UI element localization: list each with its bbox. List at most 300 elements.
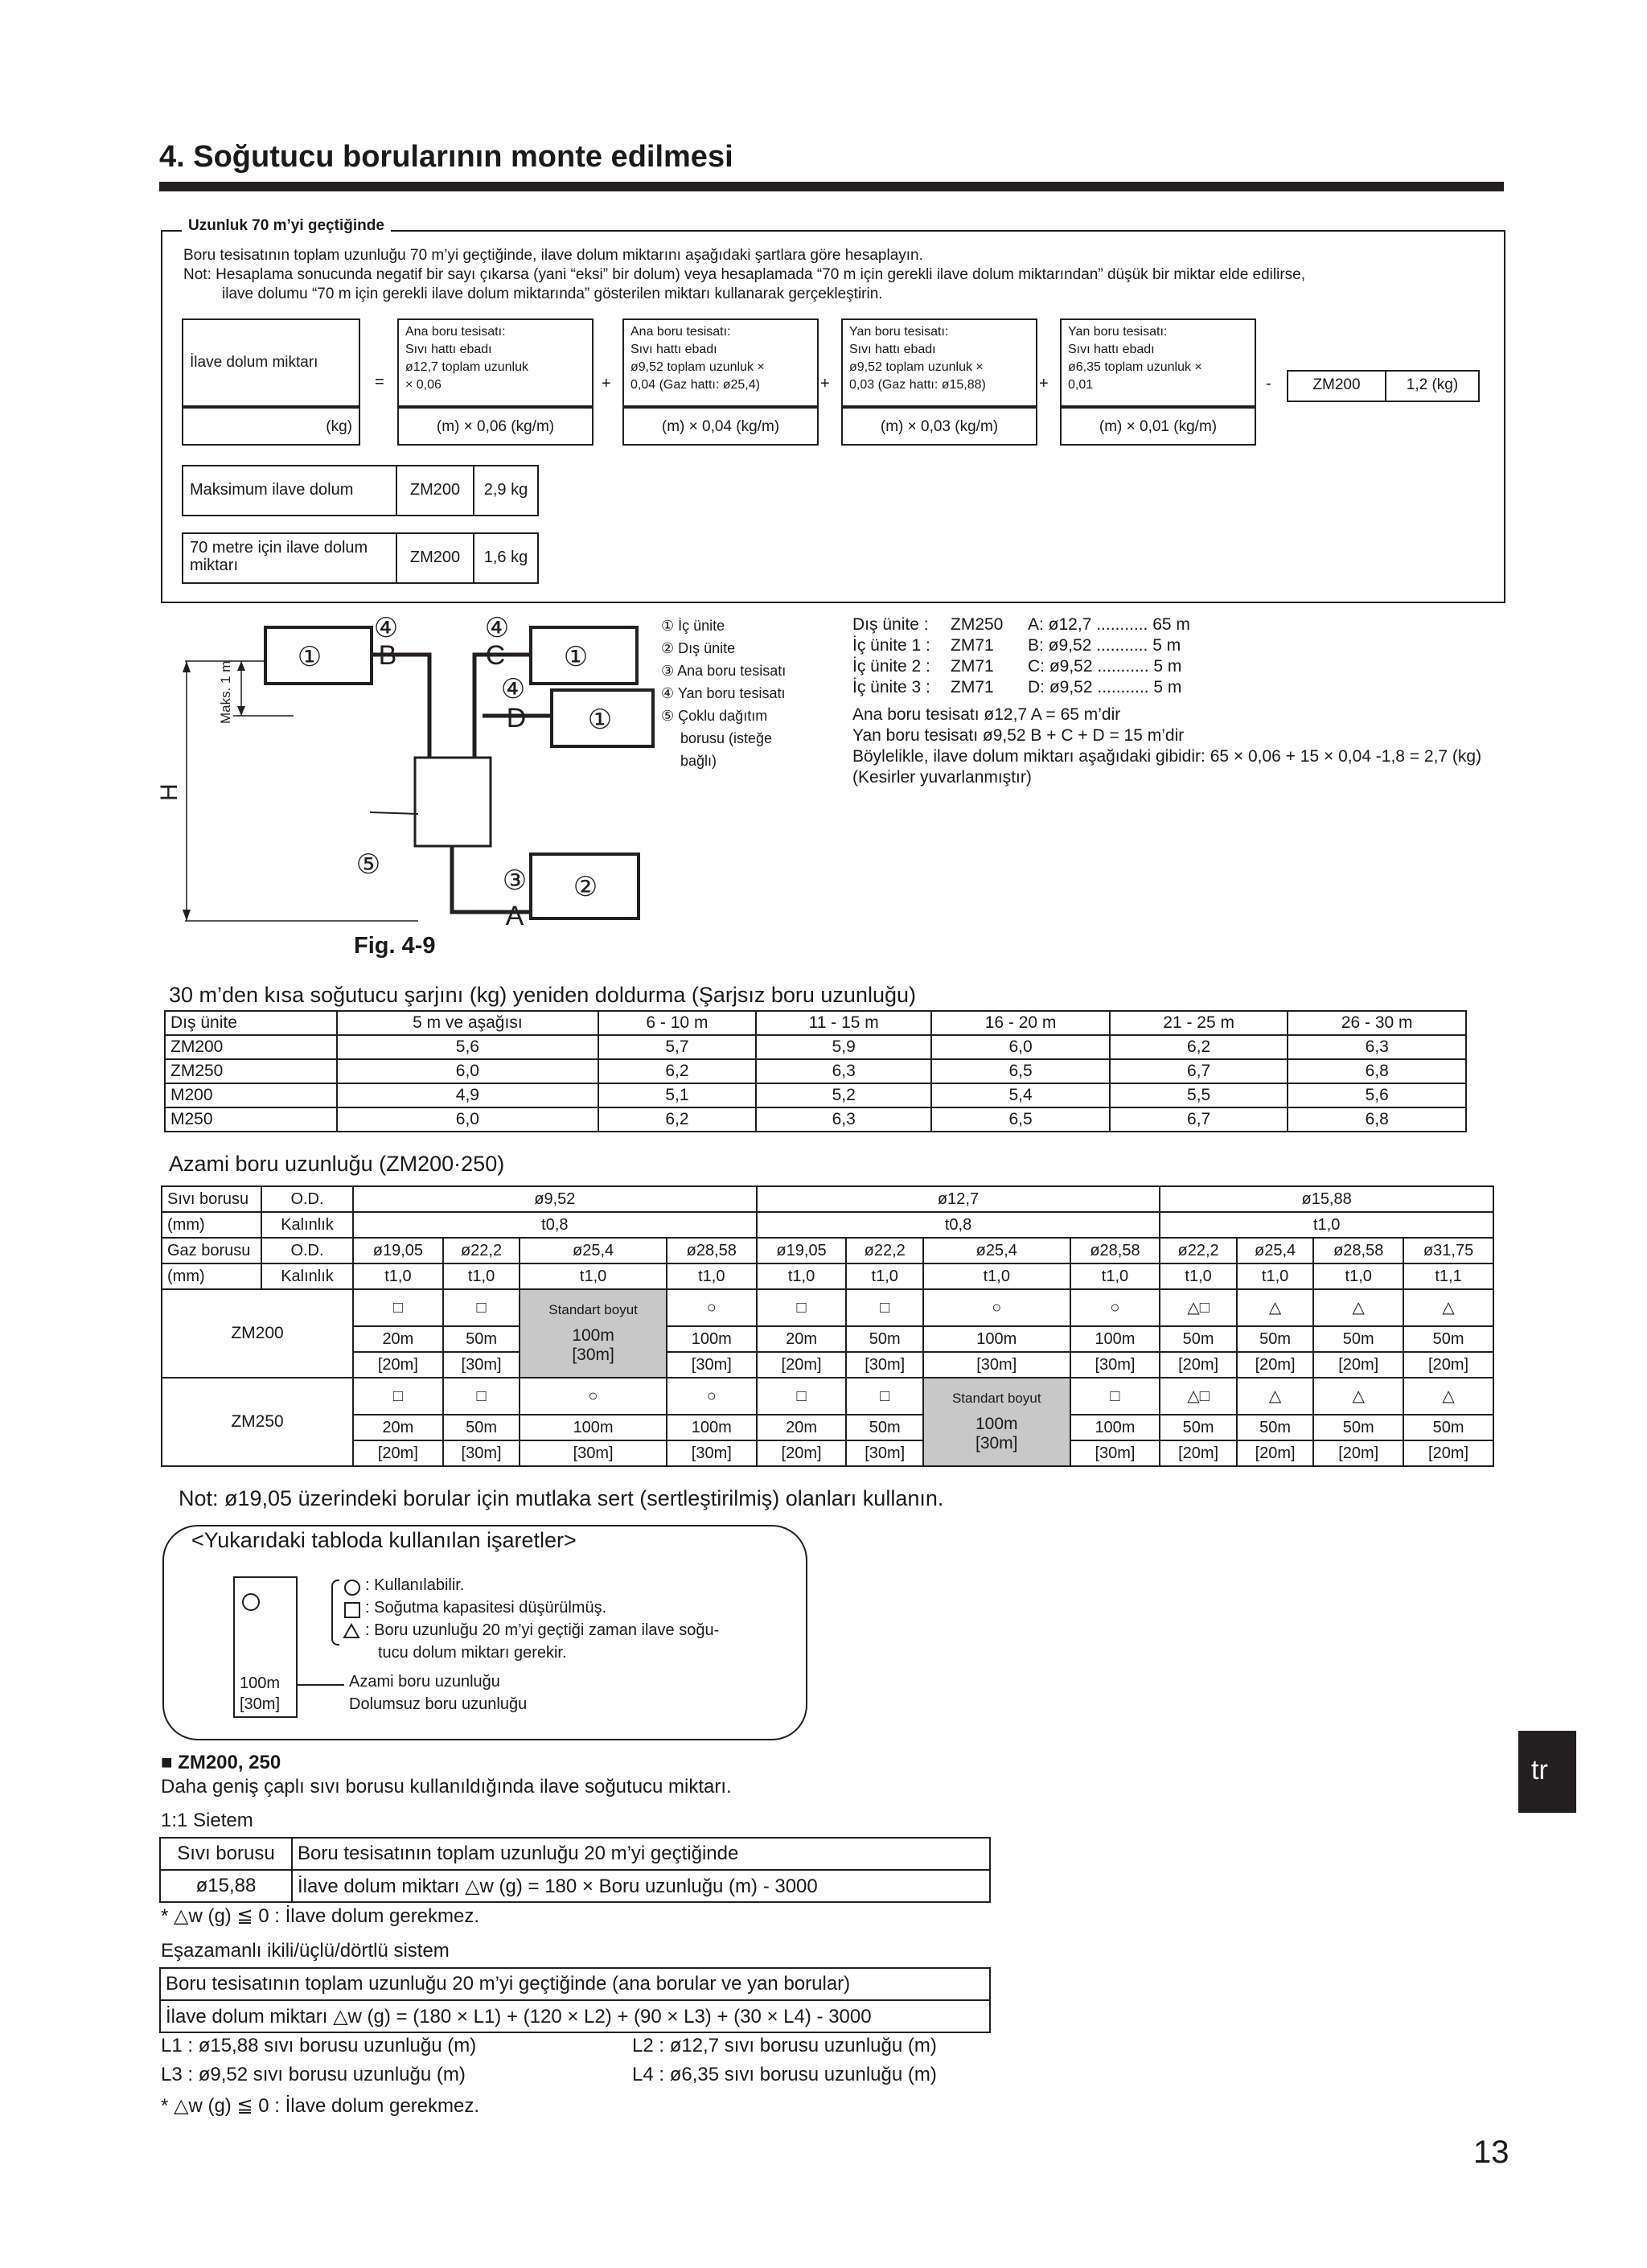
max-model-cell [396, 465, 474, 516]
t2-zm200-std-cell [520, 1289, 667, 1378]
t1-r2-5: 5,5 [1110, 1083, 1288, 1107]
example-l3: Böylelikle, ilave dolum miktarı aşağıdaki gibidir: 65 × 0,06 + 15 × 0,04 -1,8 = 2,7 (kg) [852, 747, 1482, 766]
t2-gas-t-9: t1,0 [1237, 1263, 1314, 1289]
t2-gas-t-0: t1,0 [353, 1263, 443, 1289]
t2-gas-od-2: ø25,4 [520, 1238, 667, 1263]
t1-r1-2: 6,2 [598, 1059, 756, 1083]
formula-c3-l1: Yan boru tesisatı: [849, 325, 949, 339]
t2-zm200-std: Standart boyut [548, 1302, 638, 1317]
formula-c4-unit-cell [1060, 407, 1256, 446]
t2-gas-od-7: ø28,58 [1070, 1238, 1160, 1263]
fig-legend-1: ① İç ünite [661, 618, 725, 634]
formula-c2-l1: Ana boru tesisatı: [630, 325, 731, 339]
figure-caption: Fig. 4-9 [354, 933, 436, 959]
fig-label-D: D [506, 703, 527, 733]
section-70m-line1: Boru tesisatının toplam uzunluğu 70 m’yi geçtiğinde, ilave dolum miktarını aşağıdaki şartlara göre hesaplayın. [183, 247, 923, 264]
formula-c1-l4: × 0,06 [405, 378, 442, 392]
t2-gas-od-3: ø28,58 [667, 1238, 757, 1263]
t2-zm200-br-0: [20m] [353, 1352, 443, 1378]
t1-r1-5: 6,7 [1110, 1059, 1288, 1083]
table-row [160, 2000, 990, 2032]
t1-r1-0: ZM250 [165, 1059, 337, 1083]
square-small-icon [344, 1602, 360, 1618]
t2-zm200-sym-1: □ [443, 1289, 520, 1326]
t1-r3-4: 6,5 [931, 1107, 1110, 1132]
formula-c1 [397, 318, 593, 407]
t2-zm200-br-5: [30m] [846, 1352, 923, 1378]
table-row [162, 1352, 1493, 1378]
fig-label-C: C [485, 640, 506, 671]
fig-legend-3: ③ Ana boru tesisatı [661, 663, 787, 679]
marks-sample-a: 100m [240, 1674, 281, 1692]
t2-zm250-sym-8: △□ [1160, 1378, 1237, 1415]
formula-c4-l1: Yan boru tesisatı: [1068, 325, 1168, 339]
t2-gas-t-1: t1,0 [443, 1263, 520, 1289]
t2-zm200-sym-10: △ [1313, 1289, 1403, 1326]
t2-liq-t-3: t1,0 [1160, 1212, 1493, 1238]
marks-m2: : Soğutma kapasitesi düşürülmüş. [365, 1599, 607, 1617]
t1-r1-3: 6,3 [756, 1059, 931, 1083]
t2-zm250-sym-4: □ [757, 1378, 847, 1415]
t1-r3-1: 6,0 [337, 1107, 598, 1132]
t2-zm200-sym-5: □ [846, 1289, 923, 1326]
ex-r3-a: İç ünite 2 : [852, 657, 930, 676]
t2-gas-od-5: ø22,2 [846, 1238, 923, 1263]
t2-zm250-br-7: [30m] [1070, 1440, 1160, 1466]
t2-gas-t-8: t1,0 [1160, 1263, 1237, 1289]
fig-legend-7: bağlı) [680, 753, 717, 769]
t2-zm200-len-8: 50m [1160, 1326, 1237, 1352]
fig-unit1-mid: ① [587, 705, 613, 735]
t2-zm250-sym-2: ○ [520, 1378, 667, 1415]
formula-c4-unit: (m) × 0,01 (kg/m) [1099, 418, 1218, 435]
t2-zm250-len-7: 100m [1070, 1415, 1160, 1440]
sys1-table [159, 1837, 991, 1903]
fig-main-3: ③ [502, 865, 528, 896]
t2-zm200-label: ZM200 [162, 1289, 353, 1378]
fig-dist-5: ⑤ [355, 849, 381, 880]
t3-c2: İlave dolum miktarı △w (g) = 180 × Boru uzunluğu (m) - 3000 [292, 1870, 990, 1902]
circle-icon [242, 1593, 260, 1611]
zm-n1: * △w (g) ≦ 0 : İlave dolum gerekmez. [161, 1905, 480, 1927]
t3-h2: Boru tesisatının toplam uzunluğu 20 m’yi geçtiğinde [292, 1838, 990, 1870]
formula-c4 [1060, 318, 1256, 407]
t2-zm250-len-2: 100m [520, 1415, 667, 1440]
t1-h6: 26 - 30 m [1288, 1011, 1466, 1035]
t2-zm250-len-3: 100m [667, 1415, 757, 1440]
t2-zm200-sym-9: △ [1237, 1289, 1314, 1326]
table-row [162, 1415, 1493, 1440]
formula-val-cell [1385, 370, 1480, 402]
ex-r3-b: ZM71 [951, 657, 994, 676]
t1-r3-3: 6,3 [756, 1107, 931, 1132]
example-l2: Yan boru tesisatı ø9,52 B + C + D = 15 m’dir [852, 726, 1185, 745]
t2-zm200-len-1: 50m [443, 1326, 520, 1352]
fig-unit2: ② [573, 872, 598, 902]
table-row [162, 1186, 1493, 1212]
t2-liq-t-2: t0,8 [757, 1212, 1160, 1238]
zm-L4: L4 : ø6,35 sıvı borusu uzunluğu (m) [632, 2064, 937, 2085]
sys2-table [159, 1967, 991, 2033]
t2-zm250-br-2: [30m] [520, 1440, 667, 1466]
t2-zm200-sym-8: △□ [1160, 1289, 1237, 1326]
t2-zm250-len-0: 20m [353, 1415, 443, 1440]
t2-zm250-len-1: 50m [443, 1415, 520, 1440]
formula-unit: (kg) [326, 418, 352, 435]
t2-gas-t-4: t1,0 [757, 1263, 847, 1289]
t2-zm200-len-2: 100m [572, 1326, 614, 1345]
t2-zm200-br-1: [30m] [443, 1352, 520, 1378]
formula-c3 [841, 318, 1037, 407]
title-rule [159, 182, 1504, 191]
table-row [162, 1440, 1493, 1466]
m70-label-cell [182, 532, 397, 584]
ex-r2-b: ZM71 [951, 636, 994, 655]
t2-zm250-sym-11: △ [1403, 1378, 1493, 1415]
t2-gas-t-2: t1,0 [520, 1263, 667, 1289]
t2-zm200-br-7: [30m] [1070, 1352, 1160, 1378]
table-row [165, 1107, 1466, 1132]
t2-liq-od-2: ø12,7 [757, 1186, 1160, 1212]
formula-c1-l2: Sıvı hattı ebadı [405, 343, 492, 356]
formula-c4-l3: ø6,35 toplam uzunluk × [1068, 360, 1202, 374]
zm-desc: Daha geniş çaplı sıvı borusu kullanıldığında ilave soğutucu miktarı. [161, 1776, 732, 1798]
table-row [165, 1083, 1466, 1107]
m70-model: ZM200 [409, 549, 461, 566]
language-tab-label: tr [1531, 1755, 1548, 1785]
t2-zm250-sym-5: □ [846, 1378, 923, 1415]
t2-gas-od-9: ø25,4 [1237, 1238, 1314, 1263]
example-row-2 [852, 635, 1481, 656]
t1-r3-0: M250 [165, 1107, 337, 1132]
brace-line [331, 1580, 339, 1646]
t1-r3-2: 6,2 [598, 1107, 756, 1132]
formula-c2-unit: (m) × 0,04 (kg/m) [661, 418, 780, 435]
t2-zm250-len-4: 20m [757, 1415, 847, 1440]
zm-n2: * △w (g) ≦ 0 : İlave dolum gerekmez. [161, 2095, 480, 2117]
formula-c3-unit-cell [841, 407, 1037, 446]
t2-zm250-label: ZM250 [162, 1378, 353, 1466]
t1-r2-0: M200 [165, 1083, 337, 1107]
t2-zm250-len-11: 50m [1403, 1415, 1493, 1440]
m70-val-cell [473, 532, 539, 584]
t2-zm250-len-10: 50m [1313, 1415, 1403, 1440]
t2-zm250-std-cell [923, 1378, 1070, 1466]
t2-zm250-sym-9: △ [1237, 1378, 1314, 1415]
t2-zm250-sym-10: △ [1313, 1378, 1403, 1415]
t3-h1: Sıvı borusu [160, 1838, 292, 1870]
t1-r2-3: 5,2 [756, 1083, 931, 1107]
t2-zm200-len-0: 20m [353, 1326, 443, 1352]
t2-gas-od-4: ø19,05 [757, 1238, 847, 1263]
t1-r0-6: 6,3 [1288, 1035, 1466, 1059]
t1-r0-5: 6,2 [1110, 1035, 1288, 1059]
t2-zm200-br-3: [30m] [667, 1352, 757, 1378]
t2-zm250-sym-7: □ [1070, 1378, 1160, 1415]
m70-model-cell [396, 532, 474, 584]
t2-gas-t-11: t1,1 [1403, 1263, 1493, 1289]
t2-zm200-br-4: [20m] [757, 1352, 847, 1378]
t2-gas-od-label: O.D. [261, 1238, 353, 1263]
t2-zm200-sym-3: ○ [667, 1289, 757, 1326]
table-row [160, 1870, 990, 1902]
t2-zm200-len-11: 50m [1403, 1326, 1493, 1352]
formula-c1-unit: (m) × 0,06 (kg/m) [436, 418, 555, 435]
t2-zm200-len-3: 100m [667, 1326, 757, 1352]
t1-r2-6: 5,6 [1288, 1083, 1466, 1107]
t1-r3-5: 6,7 [1110, 1107, 1288, 1132]
t2-liq-t-1: t0,8 [353, 1212, 757, 1238]
t2-zm250-br-9: [20m] [1237, 1440, 1314, 1466]
t2-zm250-std: Standart boyut [951, 1391, 1041, 1406]
formula-c2-l3: ø9,52 toplam uzunluk × [630, 360, 765, 374]
ex-r3-c: C: ø9,52 ........... 5 m [1028, 657, 1182, 676]
formula-eq: = [375, 373, 384, 391]
formula-c2-unit-cell [622, 407, 819, 446]
formula-model: ZM200 [1312, 376, 1361, 393]
t4-r2: İlave dolum miktarı △w (g) = (180 × L1) + (120 × L2) + (90 × L3) + (30 × L4) - 3000 [160, 2000, 990, 2032]
t1-r0-3: 5,9 [756, 1035, 931, 1059]
t2-zm200-sym-6: ○ [923, 1289, 1070, 1326]
t1-r1-1: 6,0 [337, 1059, 598, 1083]
fig-branch-4b: ④ [484, 613, 510, 643]
m70-label-1: 70 metre için ilave dolum [190, 539, 368, 557]
fig-legend-4: ④ Yan boru tesisatı [661, 685, 786, 701]
fig-label-A: A [505, 901, 524, 931]
t2-liq-mm: (mm) [162, 1212, 261, 1238]
t1-r0-1: 5,6 [337, 1035, 598, 1059]
t1-h0: Dış ünite [165, 1011, 337, 1035]
t2-note: Not: ø19,05 üzerindeki borular için mutlaka sert (sertleştirilmiş) olanları kullanın. [179, 1486, 944, 1510]
max-length-table [161, 1185, 1494, 1467]
fig-label-B: B [378, 640, 397, 671]
t2-gas-od-11: ø31,75 [1403, 1238, 1493, 1263]
fig-label-H: H [156, 783, 183, 801]
t2-zm200-br-11: [20m] [1403, 1352, 1493, 1378]
t2-liq-t-label: Kalınlık [261, 1212, 353, 1238]
ex-r1-c: A: ø12,7 ........... 65 m [1028, 615, 1190, 634]
t4-r1: Boru tesisatının toplam uzunluğu 20 m’yi geçtiğinde (ana borular ve yan borular) [160, 1968, 990, 2000]
t2-title: Azami boru uzunluğu (ZM200·250) [169, 1152, 505, 1176]
t2-zm250-br-4: [20m] [757, 1440, 847, 1466]
t2-zm200-br-9: [20m] [1237, 1352, 1314, 1378]
formula-c3-l2: Sıvı hattı ebadı [849, 343, 936, 356]
t2-liq-od-label: O.D. [261, 1186, 353, 1212]
t2-zm200-len-5: 50m [846, 1326, 923, 1352]
t2-zm200-len-9: 50m [1237, 1326, 1314, 1352]
t2-zm250-br-0: [20m] [353, 1440, 443, 1466]
t2-gas-t-6: t1,0 [923, 1263, 1070, 1289]
zm-sys2: Eşazamanlı ikili/üçlü/dörtlü sistem [161, 1940, 450, 1962]
t2-zm250-len-9: 50m [1237, 1415, 1314, 1440]
t2-zm250-br-5: [30m] [846, 1440, 923, 1466]
example-l4: (Kesirler yuvarlanmıştır) [852, 768, 1032, 787]
t2-zm200-len-10: 50m [1313, 1326, 1403, 1352]
t2-zm250-br-3: [30m] [667, 1440, 757, 1466]
marks-arrow-line [296, 1684, 344, 1686]
ex-r4-c: D: ø9,52 ........... 5 m [1028, 678, 1182, 696]
t2-zm200-sym-4: □ [757, 1289, 847, 1326]
ex-r1-b: ZM250 [951, 615, 1004, 634]
t1-r0-4: 6,0 [931, 1035, 1110, 1059]
t2-zm200-br-2: [30m] [572, 1346, 614, 1364]
table-row [160, 1968, 990, 2000]
t2-gas-od-10: ø28,58 [1313, 1238, 1403, 1263]
t1-r2-2: 5,1 [598, 1083, 756, 1107]
formula-plus-1: + [602, 375, 611, 392]
t2-gas-od-6: ø25,4 [923, 1238, 1070, 1263]
t2-zm250-br-6: [30m] [975, 1434, 1018, 1452]
t2-gas-od-1: ø22,2 [443, 1238, 520, 1263]
t2-gas-label: Gaz borusu [162, 1238, 261, 1263]
m70-label-2: miktarı [190, 557, 238, 574]
t2-gas-t-7: t1,0 [1070, 1263, 1160, 1289]
formula-c2-l2: Sıvı hattı ebadı [630, 343, 717, 356]
fig-legend-2: ② Dış ünite [661, 640, 736, 656]
ex-r2-a: İç ünite 1 : [852, 636, 930, 655]
example-row-4 [852, 677, 1481, 698]
formula-c4-l2: Sıvı hattı ebadı [1068, 343, 1155, 356]
recharge-table [164, 1010, 1467, 1132]
table-row [165, 1059, 1466, 1083]
section-70m-line3: ilave dolumu “70 m için gerekli ilave dolum miktarında” gösterilen miktarı kullanarak gerçekleştirin. [222, 286, 883, 302]
page-title: 4. Soğutucu borularının monte edilmesi [159, 140, 733, 174]
formula-c4-l4: 0,01 [1068, 378, 1094, 392]
t2-gas-t-10: t1,0 [1313, 1263, 1403, 1289]
fig-unit1-right: ① [563, 642, 589, 672]
fig-branch-4c: ④ [500, 674, 526, 705]
figure-legend [661, 614, 786, 772]
t2-liq-od-1: ø9,52 [353, 1186, 757, 1212]
table-row [162, 1326, 1493, 1352]
t1-r1-4: 6,5 [931, 1059, 1110, 1083]
t1-r2-1: 4,9 [337, 1083, 598, 1107]
max-val: 2,9 kg [483, 481, 528, 499]
table-row [162, 1263, 1493, 1289]
formula-c2 [622, 318, 819, 407]
zm-L1: L1 : ø15,88 sıvı borusu uzunluğu (m) [161, 2035, 477, 2056]
section-70m-line2: Not: Hesaplama sonucunda negatif bir sayı çıkarsa (yani “eksi” bir dolum) veya hesaplamada “70 m için gerekli ilave dolum miktarından” düşük bir miktar elde edilirse, [183, 266, 1306, 283]
t1-r0-2: 5,7 [598, 1035, 756, 1059]
max-label: Maksimum ilave dolum [190, 481, 354, 499]
fig-legend-6: borusu (isteğe [680, 730, 773, 746]
ex-r4-b: ZM71 [951, 678, 994, 696]
t2-liq-od-3: ø15,88 [1160, 1186, 1493, 1212]
ex-r2-c: B: ø9,52 ........... 5 m [1028, 636, 1181, 655]
ex-r1-a: Dış ünite : [852, 615, 929, 634]
formula-unit-cell [182, 407, 360, 446]
t2-gas-t-label: Kalınlık [261, 1263, 353, 1289]
table-row [160, 1838, 990, 1870]
ex-r4-a: İç ünite 3 : [852, 678, 930, 696]
circle-small-icon [344, 1580, 360, 1596]
t2-gas-t-3: t1,0 [667, 1263, 757, 1289]
fig-legend-5: ⑤ Çoklu dağıtım [661, 708, 768, 724]
marks-m3: : Boru uzunluğu 20 m’yi geçtiği zaman ilave soğu- [365, 1621, 720, 1639]
formula-model-cell [1287, 370, 1386, 402]
example-l1: Ana boru tesisatı ø12,7 A = 65 m’dir [852, 705, 1121, 724]
t2-zm200-len-4: 20m [757, 1326, 847, 1352]
table-row [165, 1035, 1466, 1059]
max-model: ZM200 [409, 481, 461, 499]
marks-b2: Dolumsuz boru uzunluğu [349, 1695, 528, 1713]
max-label-cell [182, 465, 397, 516]
t2-zm200-br-8: [20m] [1160, 1352, 1237, 1378]
zm-L3: L3 : ø9,52 sıvı borusu uzunluğu (m) [161, 2064, 466, 2085]
t2-zm200-len-6: 100m [923, 1326, 1070, 1352]
table-row [162, 1238, 1493, 1263]
formula-val: 1,2 (kg) [1406, 376, 1459, 393]
t1-r2-4: 5,4 [931, 1083, 1110, 1107]
t2-zm250-br-11: [20m] [1403, 1440, 1493, 1466]
fig-branch-4a: ④ [373, 613, 399, 643]
t2-zm250-sym-1: □ [443, 1378, 520, 1415]
t2-zm200-br-6: [30m] [923, 1352, 1070, 1378]
marks-a2: Azami boru uzunluğu [349, 1673, 500, 1691]
t2-zm200-br-10: [20m] [1313, 1352, 1403, 1378]
t2-zm250-len-6: 100m [975, 1415, 1018, 1433]
table-row [162, 1289, 1493, 1326]
formula-plus-2: + [820, 375, 830, 392]
t2-zm200-sym-11: △ [1403, 1289, 1493, 1326]
t2-zm250-len-5: 50m [846, 1415, 923, 1440]
formula-c3-l3: ø9,52 toplam uzunluk × [849, 360, 984, 374]
formula-minus: - [1266, 375, 1271, 392]
table-row [162, 1212, 1493, 1238]
t2-liq-label: Sıvı borusu [162, 1186, 261, 1212]
t2-gas-od-8: ø22,2 [1160, 1238, 1237, 1263]
triangle-small-icon [343, 1623, 360, 1639]
t2-zm250-len-8: 50m [1160, 1415, 1237, 1440]
t2-zm200-sym-0: □ [353, 1289, 443, 1326]
t2-zm250-sym-0: □ [353, 1378, 443, 1415]
m70-val: 1,6 kg [483, 549, 528, 566]
zm-sys1: 1:1 Sietem [161, 1810, 253, 1831]
t3-c1: ø15,88 [160, 1870, 292, 1902]
t2-gas-mm: (mm) [162, 1263, 261, 1289]
section-70m-legend: Uzunluk 70 m’yi geçtiğinde [182, 217, 391, 235]
t2-zm200-len-7: 100m [1070, 1326, 1160, 1352]
marks-sample-b: [30m] [240, 1695, 281, 1713]
t1-title: 30 m’den kısa soğutucu şarjını (kg) yeniden doldurma (Şarjsız boru uzunluğu) [169, 983, 916, 1007]
t2-zm250-sym-3: ○ [667, 1378, 757, 1415]
table-row [165, 1011, 1466, 1035]
t1-h4: 16 - 20 m [931, 1011, 1110, 1035]
t2-gas-od-0: ø19,05 [353, 1238, 443, 1263]
formula-c1-l1: Ana boru tesisatı: [405, 325, 506, 339]
t2-zm200-sym-7: ○ [1070, 1289, 1160, 1326]
t2-zm250-br-8: [20m] [1160, 1440, 1237, 1466]
formula-c1-l3: ø12,7 toplam uzunluk [405, 360, 528, 374]
t1-h3: 11 - 15 m [756, 1011, 931, 1035]
t1-r0-0: ZM200 [165, 1035, 337, 1059]
formula-c3-l4: 0,03 (Gaz hattı: ø15,88) [849, 378, 986, 392]
marks-title: <Yukarıdaki tabloda kullanılan işaretler> [191, 1528, 577, 1552]
t2-zm250-br-1: [30m] [443, 1440, 520, 1466]
formula-c1-unit-cell [397, 407, 593, 446]
formula-c2-l4: 0,04 (Gaz hattı: ø25,4) [630, 378, 760, 392]
zm-head: ■ ZM200, 250 [161, 1752, 281, 1773]
formula-c3-unit: (m) × 0,03 (kg/m) [880, 418, 999, 435]
t1-r3-6: 6,8 [1288, 1107, 1466, 1132]
table-row [162, 1378, 1493, 1415]
marks-m1: : Kullanılabilir. [365, 1576, 465, 1594]
fig-unit1-left: ① [297, 642, 322, 672]
formula-label-cell [182, 318, 360, 407]
zm-L2: L2 : ø12,7 sıvı borusu uzunluğu (m) [632, 2035, 937, 2056]
t1-h2: 6 - 10 m [598, 1011, 756, 1035]
t1-h5: 21 - 25 m [1110, 1011, 1288, 1035]
